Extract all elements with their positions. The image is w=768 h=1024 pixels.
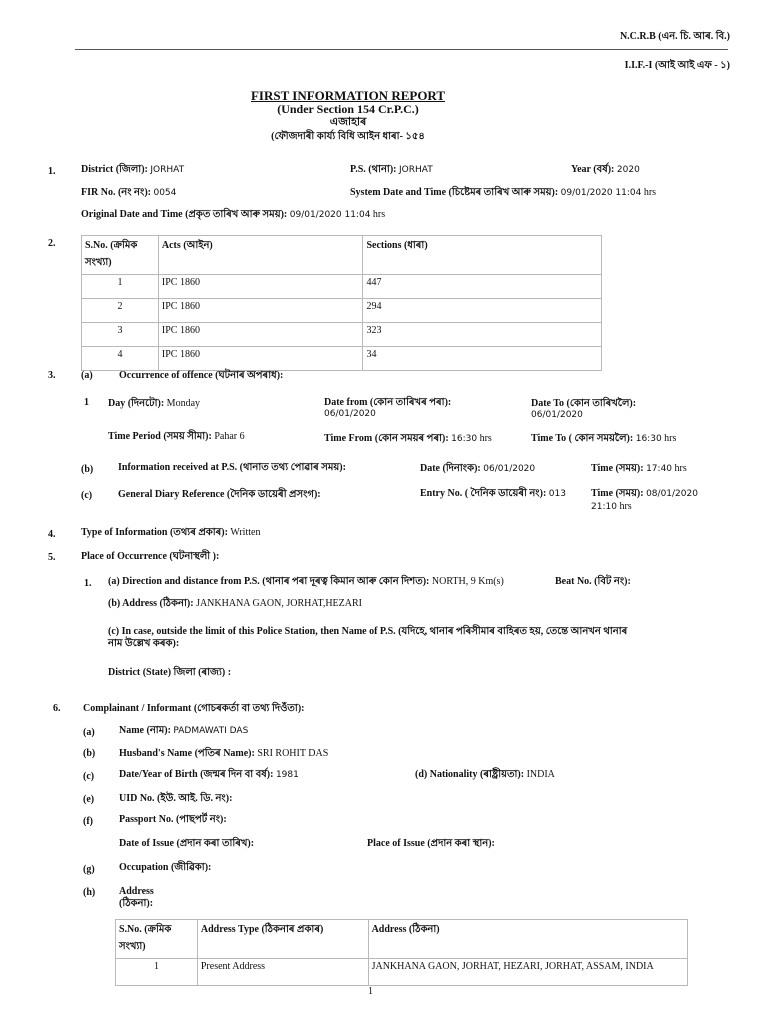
section-6g-marker: (g) xyxy=(83,864,95,875)
day-field xyxy=(108,398,200,410)
direction-distance-value: NORTH, 9 Km(s) xyxy=(431,576,504,587)
issue-date-label: Date of Issue (প্ৰদান কৰা তাৰিখ): xyxy=(119,838,255,849)
row-sno: 1 xyxy=(82,275,159,299)
occupation-label: Occupation (জীৱিকা): xyxy=(119,862,212,873)
section-5-number: 5. xyxy=(48,552,56,563)
occurrence-address-label: (b) Address (ঠিকনা): xyxy=(108,598,194,609)
section-6c-marker: (c) xyxy=(83,771,95,782)
table-row xyxy=(82,299,602,323)
original-datetime-label: Original Date and Time (প্ৰকৃত তাৰিখ আৰু সময়): xyxy=(81,209,288,220)
row-section: 34 xyxy=(363,347,602,371)
occurrence-item-number: 1 xyxy=(84,397,89,408)
nationality-value: INDIA xyxy=(526,769,555,780)
place-of-occurrence-label: Place of Occurrence (ঘটনাস্থলী ): xyxy=(81,551,220,562)
info-received-label: Information received at P.S. (থানাত তথ্য পোৱাৰ সময়): xyxy=(118,462,346,473)
occurrence-address-value: JANKHANA GAON, JORHAT,HEZARI xyxy=(196,598,362,609)
report-subtitle-assamese: (ফৌজদাৰী কাৰ্য্য বিধি আইন ধাৰা- ১৫৪ xyxy=(271,131,425,142)
fir-label: FIR No. (নং নং): xyxy=(81,187,151,198)
original-datetime-value: 09/01/2020 11:04 xyxy=(289,210,371,220)
district-label: District (জিলা): xyxy=(81,164,148,175)
complainant-name-field xyxy=(119,725,248,737)
gd-time-continued xyxy=(591,501,632,513)
occurrence-label: Occurrence of offence (ঘটনাৰ অপৰাধ): xyxy=(119,370,284,381)
section-6f-marker: (f) xyxy=(83,816,93,827)
year-label: Year (বৰ্ষ): xyxy=(571,164,615,175)
year-field xyxy=(571,164,640,176)
section-3-number: 3. xyxy=(48,370,56,381)
system-datetime-unit: hrs xyxy=(643,187,657,198)
row-act: IPC 1860 xyxy=(158,323,363,347)
gd-time-unit: hrs xyxy=(619,501,632,512)
date-from-value: 06/01/2020 xyxy=(324,409,376,419)
address-label-assamese: (ঠিকনা): xyxy=(119,898,154,909)
original-datetime-field xyxy=(81,209,385,221)
direction-distance-label: (a) Direction and distance from P.S. (থানাৰ পৰা দূৰত্ব কিমান আৰু কোন দিশত): xyxy=(108,576,430,587)
time-to-label: Time To ( কোন সময়লৈ): xyxy=(531,433,634,444)
section-1-number: 1. xyxy=(48,166,56,177)
nationality-label: (d) Nationality (ৰাষ্ট্ৰীয়তা): xyxy=(415,769,525,780)
row-sno: 3 xyxy=(82,323,159,347)
info-time-label: Time (সময়): xyxy=(591,463,644,474)
time-from-value: 16:30 xyxy=(451,434,478,444)
report-title-assamese: এজাহাৰ xyxy=(329,116,367,128)
header-acts: Acts (আইন) xyxy=(158,236,363,275)
section-6h-marker: (h) xyxy=(83,887,96,898)
info-type-value: Written xyxy=(230,527,261,538)
info-time-value: 17:40 xyxy=(646,464,673,474)
direction-distance-field xyxy=(108,576,504,588)
section-3c-marker: (c) xyxy=(81,490,93,501)
row-act: IPC 1860 xyxy=(158,275,363,299)
row-section: 447 xyxy=(363,275,602,299)
entry-number-field xyxy=(420,488,566,500)
ncrb-header: N.C.R.B (এন. চি. আৰ. বি.) xyxy=(619,31,730,42)
complainant-label: Complainant / Informant (গোচৰকৰ্তা বা তথ্য দিওঁতা): xyxy=(83,703,305,714)
complainant-name-value: PADMAWATI DAS xyxy=(173,726,249,736)
section-2-number: 2. xyxy=(48,238,56,249)
section-6b-marker: (b) xyxy=(83,748,96,759)
uid-label: UID No. (ইউ. আই. ডি. নং): xyxy=(119,793,233,804)
row-sno: 4 xyxy=(82,347,159,371)
year-value: 2020 xyxy=(616,165,640,175)
time-to-field xyxy=(531,433,676,445)
complainant-name-label: Name (নাম): xyxy=(119,725,171,736)
general-diary-label: General Diary Reference (দৈনিক ডায়েৰী প্ৰসংগ): xyxy=(118,489,321,500)
police-station-field xyxy=(350,164,433,176)
section-3a-marker: (a) xyxy=(81,370,93,381)
date-to-value: 06/01/2020 xyxy=(531,410,583,420)
iif-form-code: I.I.F.-I (আই আই এফ - ১) xyxy=(624,60,730,71)
occurrence-address-field xyxy=(108,598,362,610)
header-sno: S.No. (ক্ৰমিক সংখ্যা) xyxy=(116,920,198,959)
header-divider xyxy=(75,49,728,50)
row-sno: 1 xyxy=(116,959,198,986)
section-6a-marker: (a) xyxy=(83,727,95,738)
page-number: 1 xyxy=(368,986,373,997)
time-period-value: Pahar 6 xyxy=(214,431,245,442)
system-datetime-value: 09/01/2020 11:04 xyxy=(560,188,642,198)
time-period-field xyxy=(108,431,245,443)
nationality-field xyxy=(415,769,555,781)
system-datetime-field xyxy=(350,187,656,199)
original-datetime-unit: hrs xyxy=(372,209,386,220)
table-row xyxy=(82,347,602,371)
header-sno: S.No. (ক্ৰমিক সংখ্যা) xyxy=(82,236,159,275)
row-act: IPC 1860 xyxy=(158,299,363,323)
time-period-label: Time Period (সময় সীমা): xyxy=(108,431,212,442)
section-4-number: 4. xyxy=(48,529,56,540)
complainant-address-table xyxy=(115,919,688,986)
table-row xyxy=(82,323,602,347)
time-from-label: Time From (কোন সময়ৰ পৰা): xyxy=(324,433,449,444)
system-datetime-label: System Date and Time (চিষ্টেমৰ তাৰিখ আৰু সময়): xyxy=(350,187,559,198)
address-label: Address xyxy=(119,886,154,897)
time-to-unit: hrs xyxy=(664,433,677,444)
info-date-field xyxy=(420,463,535,475)
husband-name-label: Husband's Name (পতিৰ Name): xyxy=(119,748,255,759)
row-address-type: Present Address xyxy=(197,959,368,986)
husband-name-value: SRI ROHIT DAS xyxy=(257,748,329,759)
time-to-value: 16:30 xyxy=(635,434,662,444)
time-from-unit: hrs xyxy=(479,433,492,444)
birth-year-field xyxy=(119,769,299,781)
district-state-label: District (State) জিলা (ৰাজ্য) : xyxy=(108,667,232,678)
fir-number-field xyxy=(81,187,176,199)
section-6-number: 6. xyxy=(53,703,61,714)
district-value: JORHAT xyxy=(150,165,185,175)
row-section: 323 xyxy=(363,323,602,347)
gd-time-field xyxy=(591,488,698,500)
header-address-type: Address Type (ঠিকনাৰ প্ৰকাৰ) xyxy=(197,920,368,959)
gd-time-value: 08/01/2020 xyxy=(646,489,698,499)
header-address: Address (ঠিকনা) xyxy=(368,920,687,959)
table-row xyxy=(82,275,602,299)
fir-value: 0054 xyxy=(153,188,177,198)
entry-number-label: Entry No. ( দৈনিক ডায়েৰী নং): xyxy=(420,488,547,499)
outside-ps-label-line1: (c) In case, outside the limit of this Police Station, then Name of P.S. (যদিহে, থানাৰ পৰিসীমাৰ বাহিৰত হয়, তেন্তে আনখন থানাৰ xyxy=(108,626,628,637)
birth-year-value: 1981 xyxy=(275,770,299,780)
table-row xyxy=(116,959,688,986)
place-item-number: 1. xyxy=(84,578,92,589)
row-act: IPC 1860 xyxy=(158,347,363,371)
row-sno: 2 xyxy=(82,299,159,323)
date-to-label: Date To (কোন তাৰিখলৈ): xyxy=(531,398,637,409)
day-label: Day (দিনটো): xyxy=(108,398,165,409)
husband-name-field xyxy=(119,748,328,760)
gd-time-label: Time (সময়): xyxy=(591,488,644,499)
info-type-field xyxy=(81,527,260,539)
entry-number-value: 013 xyxy=(548,489,566,499)
info-time-unit: hrs xyxy=(674,463,687,474)
birth-year-label: Date/Year of Birth (জন্মৰ দিন বা বৰ্ষ): xyxy=(119,769,274,780)
beat-number-label: Beat No. (বিট নং): xyxy=(555,576,631,587)
section-6e-marker: (e) xyxy=(83,794,95,805)
outside-ps-label-line2: নাম উল্লেখ কৰক): xyxy=(108,638,180,649)
date-from-label: Date from (কোন তাৰিখৰ পৰা): xyxy=(324,397,452,408)
acts-table-header xyxy=(82,236,602,275)
issue-place-label: Place of Issue (প্ৰদান কৰা স্থান): xyxy=(367,838,495,849)
row-section: 294 xyxy=(363,299,602,323)
report-title: FIRST INFORMATION REPORT xyxy=(250,88,446,103)
ps-value: JORHAT xyxy=(399,165,433,175)
info-type-label: Type of Information (তথ্যৰ প্ৰকাৰ): xyxy=(81,527,228,538)
section-3b-marker: (b) xyxy=(81,464,94,475)
district-field xyxy=(81,164,184,176)
acts-sections-table xyxy=(81,235,602,371)
passport-label: Passport No. (পাছপৰ্ট নং): xyxy=(119,814,227,825)
report-subtitle: (Under Section 154 Cr.P.C.) xyxy=(277,102,419,116)
info-time-field xyxy=(591,463,687,475)
time-from-field xyxy=(324,433,492,445)
day-value: Monday xyxy=(166,398,201,409)
address-table-header xyxy=(116,920,688,959)
gd-time-value-2: 21:10 xyxy=(591,502,617,512)
info-date-value: 06/01/2020 xyxy=(483,464,536,474)
ps-label: P.S. (থানা): xyxy=(350,164,397,175)
header-sections: Sections (ধাৰা) xyxy=(363,236,602,275)
info-date-label: Date (দিনাংক): xyxy=(420,463,481,474)
row-address: JANKHANA GAON, JORHAT, HEZARI, JORHAT, ASSAM, INDIA xyxy=(368,959,687,986)
